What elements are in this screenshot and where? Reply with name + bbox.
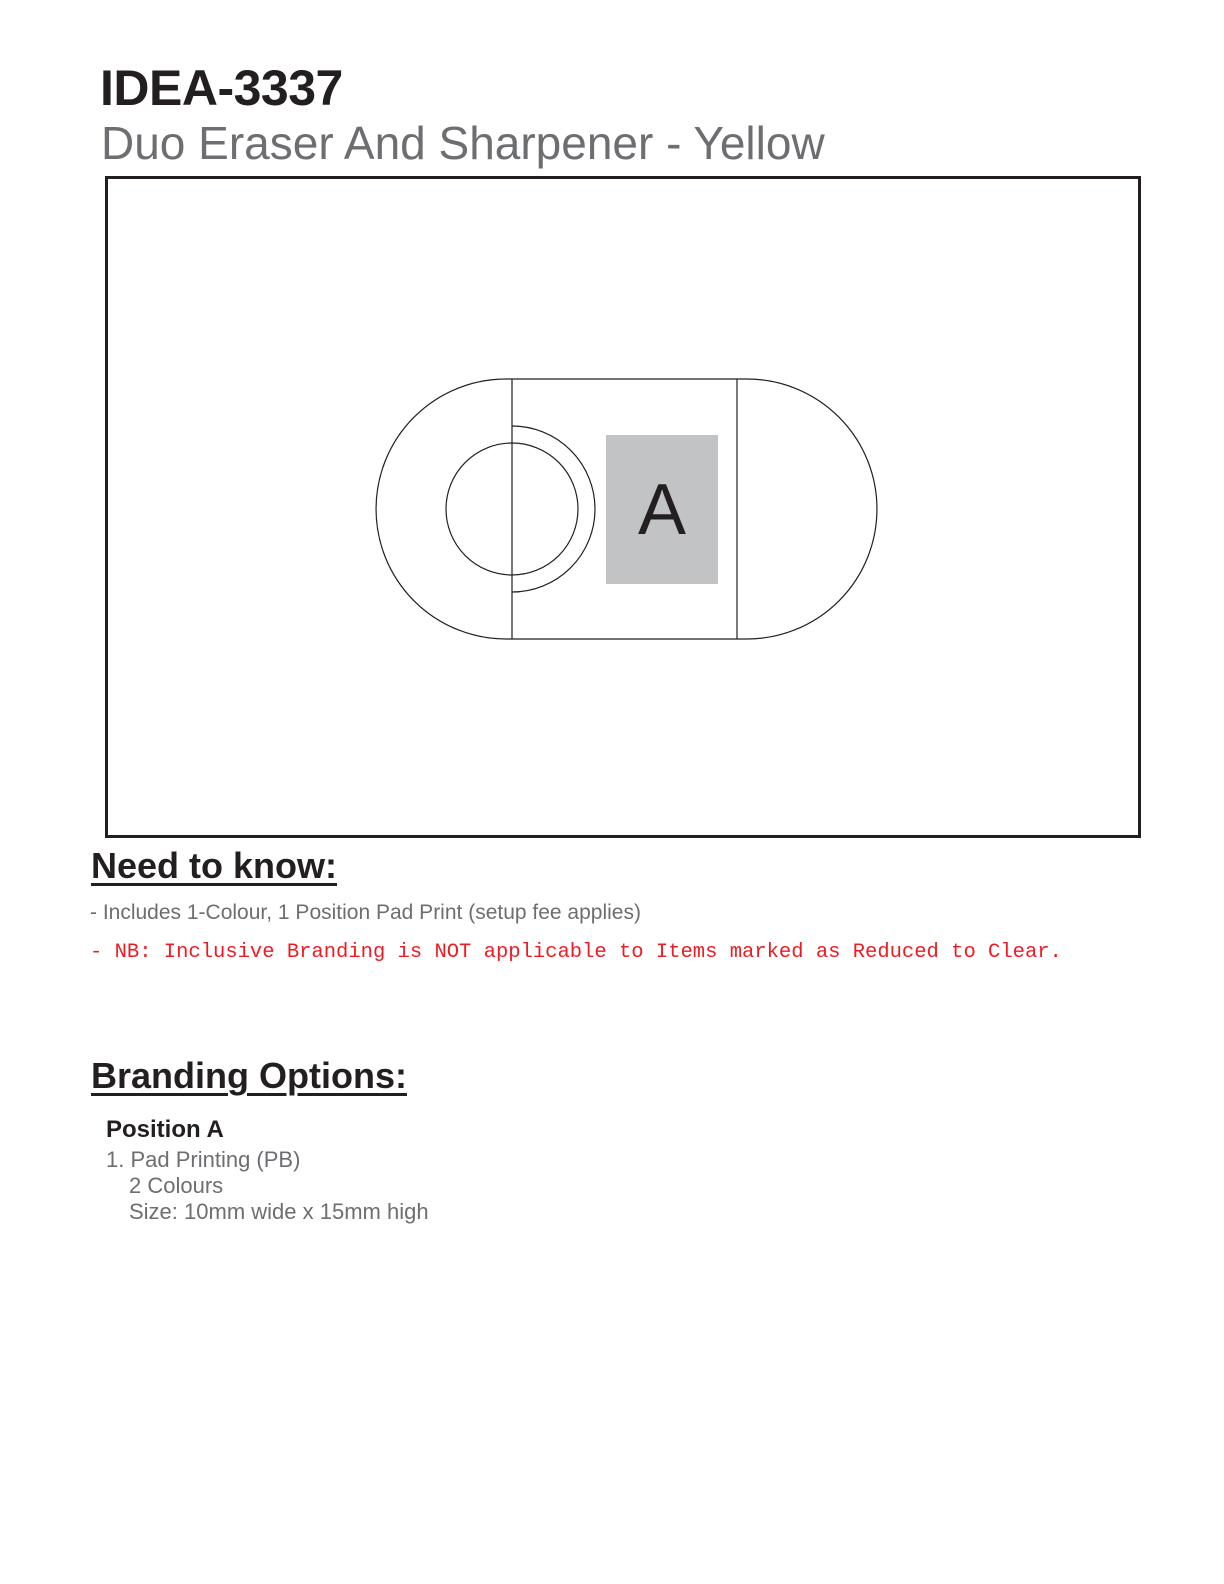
sharpener-hole-arc (446, 443, 512, 575)
branding-options-heading: Branding Options: (91, 1055, 407, 1096)
sharpener-outer-arc (512, 426, 595, 592)
position-a-options (106, 1147, 429, 1225)
reduced-to-clear-warning: - NB: Inclusive Branding is NOT applicable to Items marked as Reduced to Clear. (90, 941, 1062, 964)
product-name: Duo Eraser And Sharpener - Yellow (101, 117, 825, 169)
need-to-know-heading: Need to know: (91, 845, 338, 886)
product-code: IDEA-3337 (100, 60, 343, 116)
sharpener-inner-arc (512, 443, 578, 575)
branding-position-a-label: A (637, 470, 687, 550)
includes-note: - Includes 1-Colour, 1 Position Pad Print (setup fee applies) (90, 901, 641, 924)
option-size: Size: 10mm wide x 15mm high (129, 1199, 429, 1224)
option-method: 1. Pad Printing (PB) (106, 1147, 301, 1172)
product-drawing-frame (105, 176, 1141, 838)
left-end-cap-outline (376, 379, 512, 639)
right-end-cap-outline (737, 379, 877, 639)
position-a-title: Position A (106, 1116, 224, 1143)
eraser-sharpener-line-drawing (108, 179, 1144, 841)
option-item (106, 1147, 429, 1225)
option-colours: 2 Colours (129, 1173, 224, 1198)
